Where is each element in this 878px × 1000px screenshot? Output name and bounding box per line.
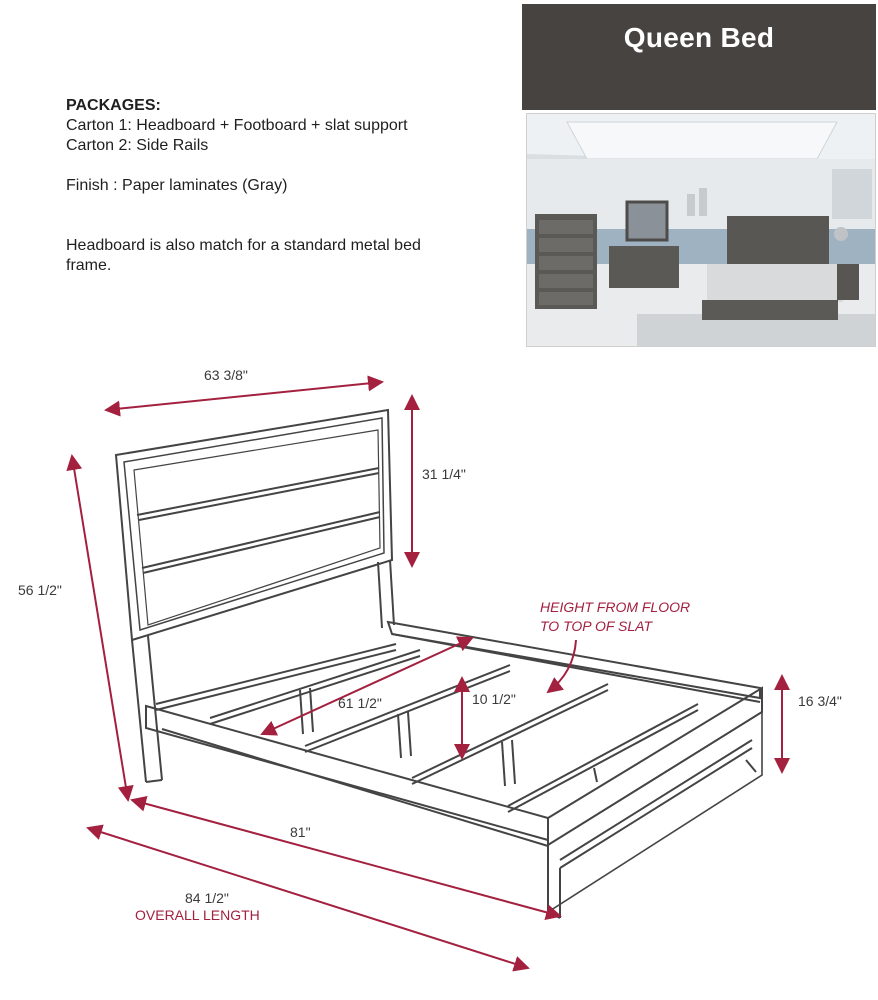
title-banner [522,4,876,110]
overall-length-value: 84 1/2" [185,890,229,906]
headboard-width-label: 63 3/8" [204,367,248,383]
headboard-drawing [116,410,394,782]
carton-2-text: Carton 2: Side Rails [66,137,209,154]
product-title: Queen Bed [623,22,775,53]
package-specs [66,96,486,276]
footboard-height-label: 16 3/4" [798,693,842,709]
headboard-note-line-2: frame. [66,257,112,274]
overall-length-arrow [88,828,528,968]
width-arrow [106,382,382,410]
inner-width-label: 61 1/2" [338,695,382,711]
slat-height-callout [540,598,690,636]
callout-line-1: HEIGHT FROM FLOOR [540,599,691,615]
panel-height-label: 31 1/4" [422,466,466,482]
headboard-note-line-1: Headboard is also match for a standard metal bed [66,237,421,254]
bed-dimension-diagram [0,355,878,1000]
overall-height-label: 56 1/2" [18,582,62,598]
carton-1-text: Carton 1: Headboard + Footboard + slat support [66,117,408,134]
packages-heading: PACKAGES: [66,97,161,114]
frame-drawing [146,622,762,918]
callout-line-2: TO TOP OF SLAT [540,618,653,634]
overall-length-label: OVERALL LENGTH [135,907,260,923]
inner-width-arrow [262,638,472,734]
slat-height-label: 10 1/2" [472,691,516,707]
finish-text: Finish : Paper laminates (Gray) [66,177,288,194]
rail-length-label: 81" [290,824,311,840]
bedroom-photo [526,113,876,347]
